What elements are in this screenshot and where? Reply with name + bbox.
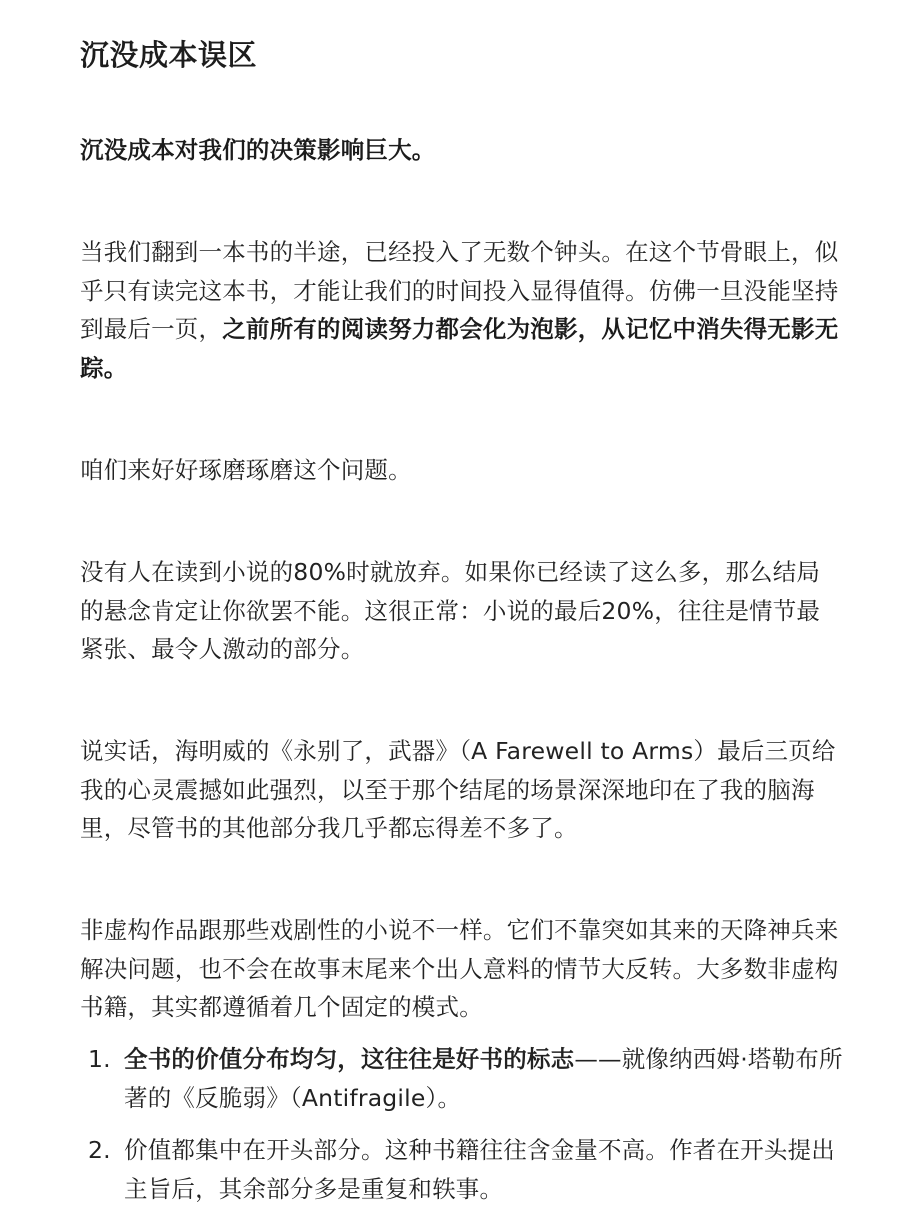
list-number: 1. <box>88 1045 111 1073</box>
paragraph-text: 当我们翻到一本书的半途，已经投入了无数个钟头。在这个节骨眼上，似乎只有读完这本书，才能让我们的时间投入显得值得。仿佛一旦没能坚持到最后一页， <box>80 238 839 343</box>
paragraph-sunk-time <box>80 233 842 387</box>
list-item <box>80 1040 850 1117</box>
list-item-text: ——就像纳西姆·塔勒布所著的《反脆弱》（Antifragile）。 <box>124 1045 843 1112</box>
list-number: 2. <box>88 1136 111 1164</box>
list-item <box>80 1131 850 1208</box>
article-title: 沉没成本误区 <box>80 38 258 72</box>
paragraph-nonfiction: 非虚构作品跟那些戏剧性的小说不一样。它们不靠突如其来的天降神兵来解决问题，也不会在故事末尾来个出人意料的情节大反转。大多数非虚构书籍，其实都遵循着几个固定的模式。 <box>80 916 839 1021</box>
pattern-list <box>80 1040 850 1208</box>
list-item-text: 价值都集中在开头部分。这种书籍往往含金量不高。作者在开头提出主旨后，其余部分多是重复和轶事。 <box>124 1136 835 1203</box>
list-item-emphasis: 全书的价值分布均匀，这往往是好书的标志 <box>124 1045 575 1073</box>
paragraph-novel-80: 没有人在读到小说的80%时就放弃。如果你已经读了这么多，那么结局的悬念肯定让你欲罢不能。这很正常：小说的最后20%，往往是情节最紧张、最令人激动的部分。 <box>80 558 821 663</box>
paragraph-hemingway: 说实话，海明威的《永别了，武器》（A Farewell to Arms）最后三页给我的心灵震撼如此强烈，以至于那个结尾的场景深深地印在了我的脑海里，尽管书的其他部分我几乎都忘得差不多了。 <box>80 737 836 842</box>
paragraph-emphasis: 之前所有的阅读努力都会化为泡影，从记忆中消失得无影无踪。 <box>80 315 839 382</box>
paragraph-think: 咱们来好好琢磨琢磨这个问题。 <box>80 456 412 484</box>
lead-paragraph: 沉没成本对我们的决策影响巨大。 <box>80 136 436 164</box>
